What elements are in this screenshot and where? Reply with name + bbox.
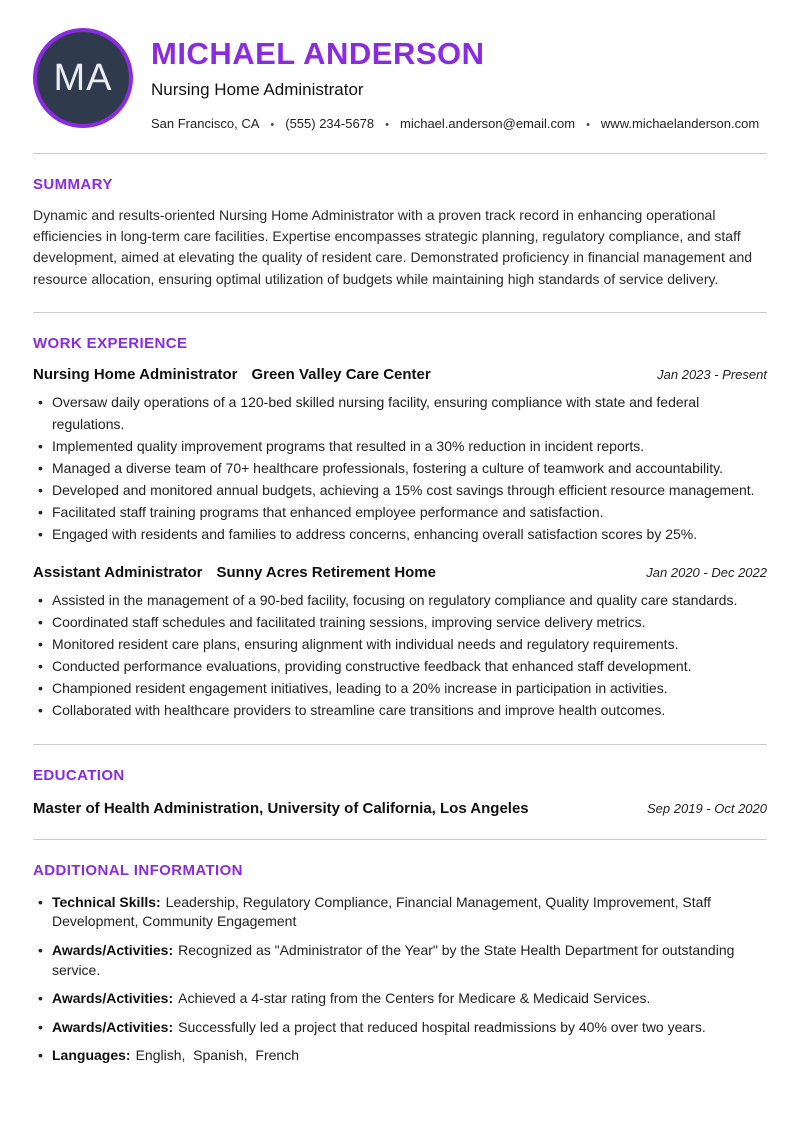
- job-company: Sunny Acres Retirement Home: [216, 563, 436, 581]
- separator-dot: •: [385, 118, 389, 131]
- additional-item-text: Successfully led a project that reduced hospital readmissions by 40% over two years.: [178, 1018, 706, 1035]
- contact-email: michael.anderson@email.com: [400, 115, 576, 131]
- additional-information-heading: ADDITIONAL INFORMATION: [33, 861, 243, 879]
- additional-item-label: Awards/Activities:: [52, 1018, 174, 1035]
- job-bullet: • Facilitated staff training programs that enhanced employee performance and satisfaction.: [33, 502, 767, 524]
- additional-item-text: Achieved a 4-star rating from the Centers for Medicare & Medicaid Services.: [178, 990, 651, 1007]
- additional-item: [33, 941, 767, 980]
- section-divider: [33, 312, 767, 313]
- work-experience-section: [33, 335, 767, 722]
- candidate-job-title: Nursing Home Administrator: [151, 79, 364, 99]
- job-position: Nursing Home Administrator: [33, 366, 238, 384]
- additional-item: [33, 1018, 767, 1038]
- contact-location: San Francisco, CA: [151, 115, 260, 131]
- additional-item: [33, 1046, 767, 1066]
- job-bullet: • Collaborated with healthcare providers to streamline care transitions and improve health outcomes.: [33, 700, 767, 722]
- job-bullet: • Coordinated staff schedules and facilitated training sessions, improving service delivery metrics.: [33, 612, 767, 634]
- job-bullet: • Monitored resident care plans, ensuring alignment with individual needs and regulatory requirements.: [33, 634, 767, 656]
- job-bullet: • Implemented quality improvement programs that resulted in a 30% reduction in incident reports.: [33, 436, 767, 458]
- job-bullet: • Oversaw daily operations of a 120-bed skilled nursing facility, ensuring compliance with state and federal regulations.: [33, 392, 767, 436]
- education-dates: Sep 2019 - Oct 2020: [647, 800, 767, 816]
- candidate-name: MICHAEL ANDERSON: [151, 36, 485, 71]
- job-entry: [33, 366, 767, 546]
- additional-item-label: Awards/Activities:: [52, 990, 174, 1007]
- additional-item: [33, 989, 767, 1009]
- education-entry: [33, 800, 767, 817]
- job-title-company: [33, 366, 431, 383]
- section-divider: [33, 839, 767, 840]
- education-section: [33, 767, 767, 817]
- job-dates: Jan 2020 - Dec 2022: [646, 564, 767, 580]
- avatar: [33, 28, 133, 128]
- additional-item-label: Languages:: [52, 1047, 131, 1064]
- separator-dot: •: [586, 118, 590, 131]
- additional-item-label: Awards/Activities:: [52, 941, 174, 958]
- job-entry: [33, 564, 767, 722]
- additional-item-text: Leadership, Regulatory Compliance, Financial Management, Quality Improvement, Staff Development, Community Engagement: [52, 893, 715, 930]
- section-divider: [33, 744, 767, 745]
- job-header: [33, 564, 767, 581]
- contact-phone: (555) 234-5678: [285, 115, 375, 131]
- job-bullet: • Developed and monitored annual budgets, achieving a 15% cost savings through efficient resource management.: [33, 480, 767, 502]
- job-bullet-list: [33, 590, 767, 722]
- job-company: Green Valley Care Center: [251, 366, 431, 384]
- job-bullet: • Championed resident engagement initiatives, leading to a 20% increase in participation in activities.: [33, 678, 767, 700]
- additional-item-text: English, Spanish, French: [135, 1047, 299, 1064]
- job-header: [33, 366, 767, 383]
- additional-item-text: Recognized as "Administrator of the Year" by the State Health Department for outstanding service.: [52, 941, 739, 978]
- additional-item-label: Technical Skills:: [52, 893, 161, 910]
- contact-website: www.michaelanderson.com: [600, 115, 760, 131]
- additional-information-list: [33, 893, 767, 1066]
- job-position: Assistant Administrator: [33, 563, 203, 581]
- summary-heading: SUMMARY: [33, 175, 113, 193]
- avatar-initials: MA: [53, 56, 113, 99]
- job-bullet-list: [33, 392, 767, 546]
- job-title-company: [33, 564, 436, 581]
- header-text: [151, 28, 759, 131]
- job-dates: Jan 2023 - Present: [657, 367, 767, 383]
- job-bullet: • Assisted in the management of a 90-bed facility, focusing on regulatory compliance and quality care standards.: [33, 590, 767, 612]
- work-experience-heading: WORK EXPERIENCE: [33, 335, 188, 353]
- separator-dot: •: [270, 118, 275, 131]
- section-divider: [33, 153, 767, 154]
- summary-text: Dynamic and results-oriented Nursing Home Administrator with a proven track record in enhancing operational efficiencies in long-term care facilities. Expertise encompasses strategic planning, regulatory compliance, and staff development, aimed at elevating the quality of resident care. Demonstrated proficiency in financial management and resource allocation, ensuring optimal utilization of budgets while maintaining high standards of service delivery.: [33, 206, 753, 287]
- contact-line: [151, 116, 759, 131]
- job-bullet: • Engaged with residents and families to address concerns, enhancing overall satisfaction scores by 25%.: [33, 524, 767, 546]
- summary-section: [33, 176, 767, 291]
- additional-item: [33, 893, 767, 932]
- education-heading: EDUCATION: [33, 766, 125, 784]
- job-bullet: • Managed a diverse team of 70+ healthcare professionals, fostering a culture of teamwork and accountability.: [33, 458, 767, 480]
- education-degree: Master of Health Administration, University of California, Los Angeles: [33, 799, 529, 817]
- job-bullet: • Conducted performance evaluations, providing constructive feedback that enhanced staff development.: [33, 656, 767, 678]
- additional-information-section: [33, 862, 767, 1066]
- resume-header: [33, 28, 767, 131]
